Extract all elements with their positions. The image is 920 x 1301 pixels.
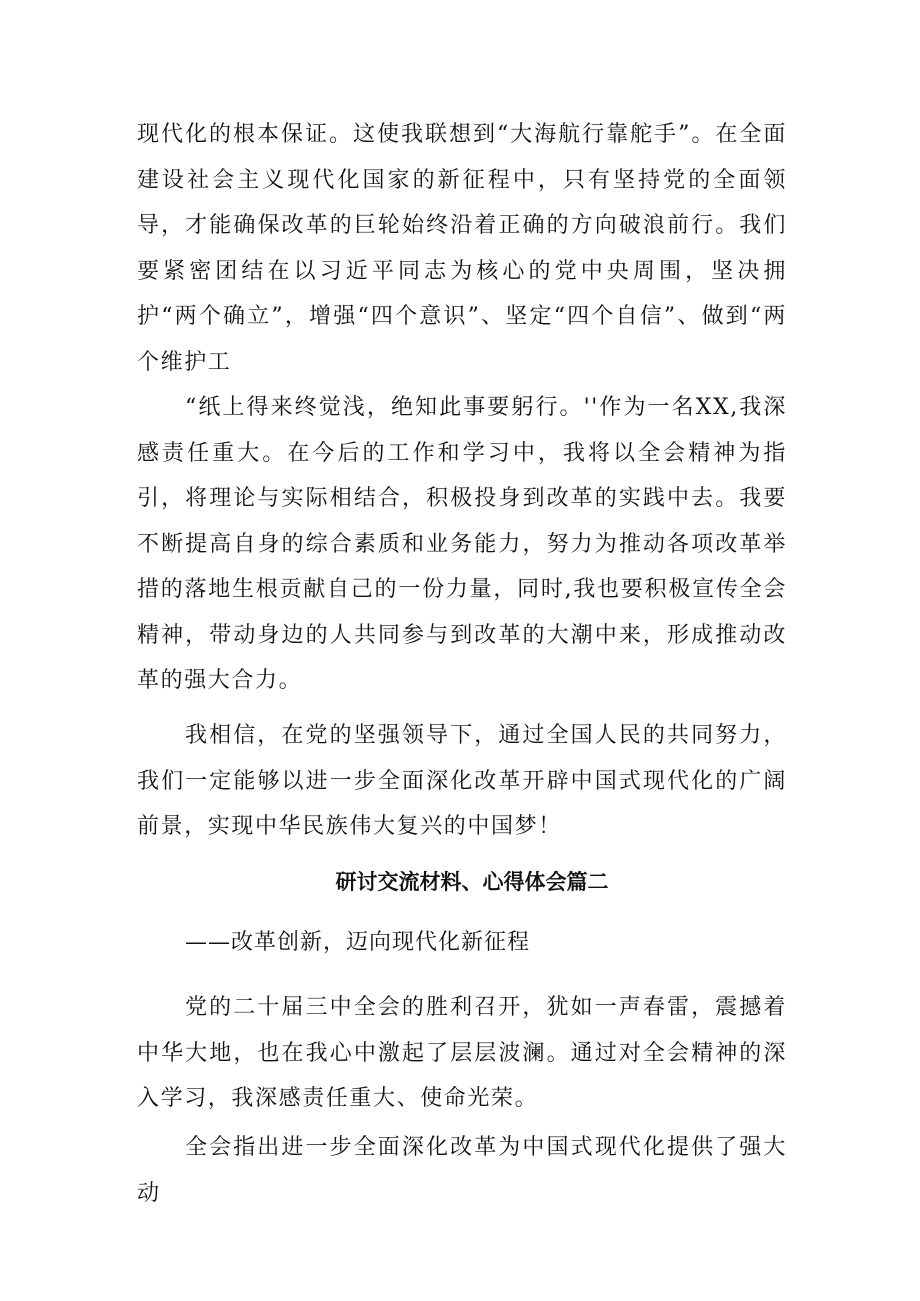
paragraph-belief: 我相信，在党的坚强领导下，通过全国人民的共同努力，我们一定能够以进一步全面深化改革开辟中国式现代化的广阔前景，实现中华民族伟大复兴的中国梦！: [137, 723, 787, 839]
paragraph-reform: 全会指出进一步全面深化改革为中国式现代化提供了强大动: [137, 1135, 787, 1206]
paragraph-leadership: 现代化的根本保证。这使我联想到“大海航行靠舵手”。在全面建设社会主义现代化国家的新征程中，只有坚持党的全面领导，才能确保改革的巨轮始终沿着正确的方向破浪前行。我们要紧密团结在以习近平同志为核心的党中央周围，坚决拥护“两个确立”，增强“四个意识”、坚定“四个自信”、做到“两个维护工: [137, 122, 787, 375]
paragraph-practice: “纸上得来终觉浅，绝知此事要躬行。''作为一名XX,我深感责任重大。在今后的工作和学习中，我将以全会精神为指引，将理论与实际相结合，积极投身到改革的实践中去。我要不断提高自身的综合素质和业务能力，努力为推动各项改革举措的落地生根贡献自己的一份力量，同时,我也要积极宣传全会精神，带动身边的人共同参与到改革的大潮中来，形成推动改革的强大合力。: [137, 395, 787, 693]
section-heading: 研讨交流材料、心得体会篇二: [335, 870, 609, 894]
paragraph-plenum: 党的二十届三中全会的胜利召开，犹如一声春雷，震撼着中华大地，也在我心中激起了层层波澜。通过对全会精神的深入学习，我深感责任重大、使命光荣。: [137, 995, 787, 1111]
section-subtitle: ——改革创新，迈向现代化新征程: [185, 930, 531, 955]
